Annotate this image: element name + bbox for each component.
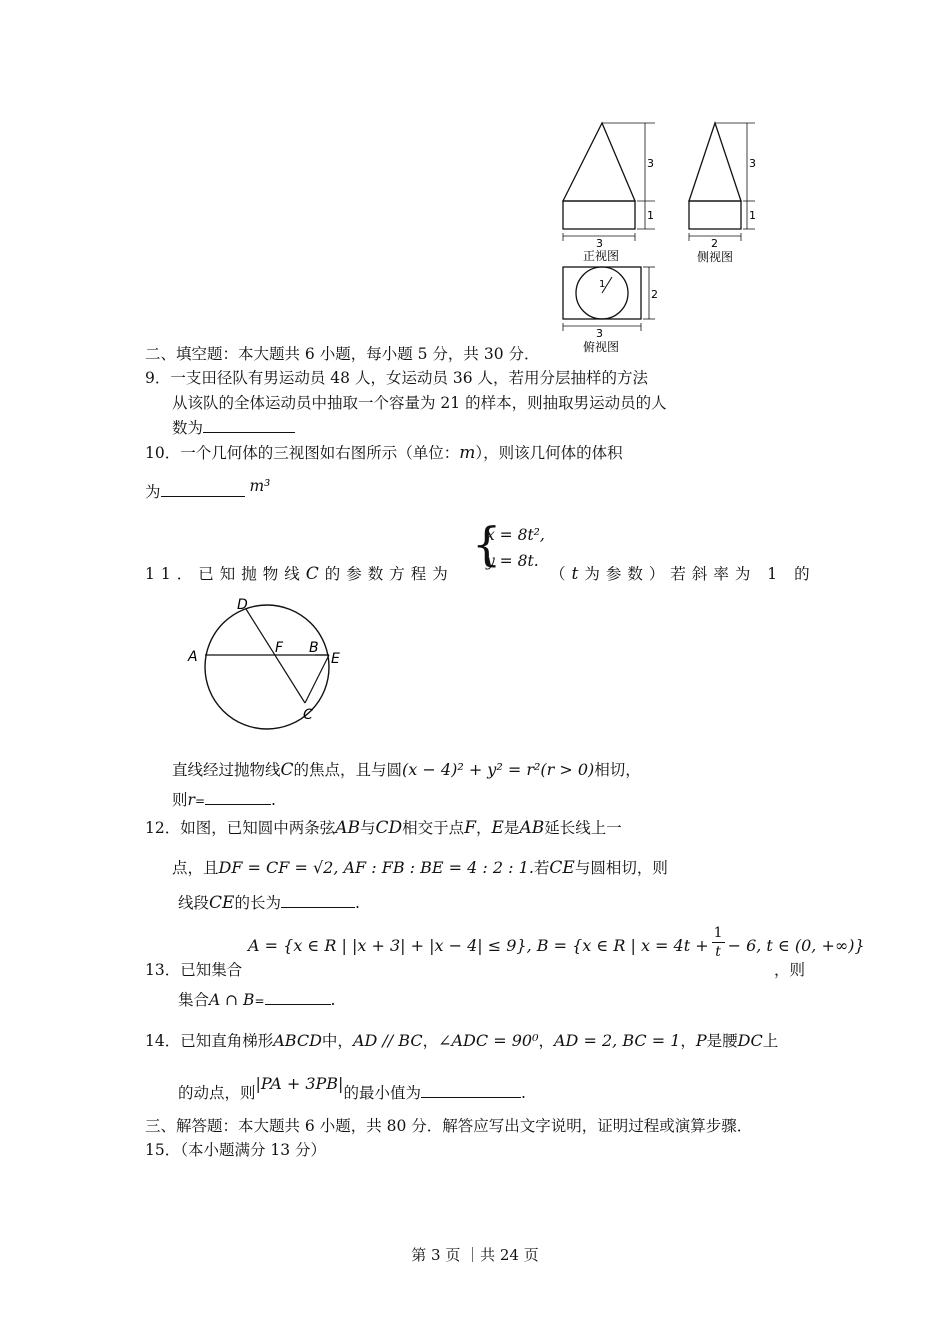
- q13-text-l2c: .: [330, 991, 336, 1009]
- q14-parallel: AD // BC: [352, 1031, 423, 1050]
- q13-frac-den: t: [715, 944, 721, 960]
- q10-line1: [145, 443, 623, 463]
- top-dim-2: 2: [651, 288, 658, 301]
- q10-unit-cubed: m³: [249, 477, 271, 495]
- q12-text-e: 是: [503, 819, 520, 837]
- q14-line1: [145, 1031, 778, 1051]
- q10-text-a: 10．一个几何体的三视图如右图所示（单位：: [145, 444, 460, 462]
- q14-text-e: ，: [680, 1032, 696, 1050]
- q12-CE-2: CE: [209, 893, 235, 913]
- q11-text-l2c: 相切，: [594, 761, 641, 779]
- front-dim-3: 3: [647, 157, 654, 170]
- q13-setB-a: , B = {x ∈ R | x = 4t +: [526, 936, 709, 955]
- q14-text-a: 14．已知直角梯形: [145, 1032, 274, 1050]
- q13-AcapB: A ∩ B: [209, 991, 255, 1009]
- q12-text-l2c: 与圆相切，则: [574, 859, 668, 877]
- page-footer: 第 3 页 ｜共 24 页: [411, 1246, 539, 1264]
- q11-C: C: [305, 564, 325, 584]
- q12-circle-figure: [185, 595, 355, 735]
- q9-line2: 从该队的全体运动员中抽取一个容量为 21 的样本，则抽取男运动员的人: [172, 394, 667, 412]
- q12-line2: [172, 858, 668, 878]
- q11-text-b: 的参数方程为: [324, 565, 454, 583]
- q12-label-E: E: [331, 651, 340, 667]
- q12-text-b: 与: [360, 819, 376, 837]
- top-view-label: 俯视图: [583, 340, 620, 354]
- q12-text-f: 延长线上一: [544, 819, 622, 837]
- q14-ABCD: ABCD: [273, 1031, 322, 1050]
- q11-system: [472, 517, 562, 576]
- q14-line2: [178, 1074, 526, 1103]
- q11-t: t: [571, 564, 585, 584]
- top-radius-1: 1: [599, 279, 606, 290]
- q12-text-l3c: .: [354, 894, 360, 912]
- q11-answer-blank: [205, 790, 271, 805]
- q13-setB-b: − 6, t ∈ (0, +∞)}: [727, 936, 865, 955]
- q12-label-B: B: [309, 640, 319, 656]
- q13-text-b: ，则: [774, 961, 806, 979]
- q12-chord-CD: [246, 609, 305, 703]
- q10-answer-blank: [161, 482, 245, 497]
- section3-title: 三、解答题：本大题共 6 小题，共 80 分．解答应写出文字说明，证明过程或演算步骤．: [145, 1117, 753, 1135]
- q13-line1-end: [774, 960, 805, 980]
- q12-text-c: 相交于点: [402, 819, 465, 837]
- q13-text-l2b: =: [254, 994, 265, 1008]
- q12-label-F: F: [275, 640, 284, 656]
- q11-C-2: C: [280, 760, 294, 780]
- q14-lengths: AD = 2, BC = 1: [554, 1031, 681, 1050]
- q11-line1-right: [550, 564, 816, 584]
- three-view-figure: [555, 115, 770, 360]
- q13-setA: A = {x ∈ R | |x + 3| + |x − 4| ≤ 9}: [248, 936, 527, 955]
- q11-line1: [145, 564, 454, 584]
- q12-AB-2: AB: [519, 818, 545, 838]
- q11-line3: [172, 790, 276, 811]
- q12-CE: CE: [549, 858, 575, 878]
- q12-F: F: [464, 818, 476, 838]
- q13-sets: [248, 924, 865, 970]
- q11-r: r: [187, 791, 195, 809]
- q13-text-l2a: 集合: [178, 991, 210, 1009]
- q14-text-g: 上: [762, 1032, 779, 1050]
- section2-title: 二、填空题：本大题共 6 小题，每小题 5 分，共 30 分．: [145, 345, 540, 363]
- q10-line2-text: 为: [145, 483, 161, 501]
- q15-title: 15．（本小题满分 13 分）: [145, 1141, 327, 1159]
- q10-line2: [145, 477, 271, 502]
- q11-text-l3b: =: [194, 794, 205, 808]
- q12-label-C: C: [303, 707, 313, 723]
- q14-text-l2c: .: [520, 1084, 526, 1102]
- q13-answer-blank: [265, 990, 331, 1005]
- q14-P: P: [695, 1031, 707, 1050]
- q13-fraction: [712, 924, 725, 961]
- q14-abs-expression: |PA + 3PB|: [255, 1074, 344, 1093]
- q11-text-a: 11．已知抛物线: [145, 565, 306, 583]
- q14-text-l2a: 的动点，则: [178, 1084, 256, 1102]
- front-dim-1: 1: [647, 209, 654, 222]
- q11-text-d: 为参数）若斜率为 1 的: [584, 565, 816, 583]
- q12-text-d: ，: [475, 819, 492, 837]
- q12-text-l3b: 的长为: [234, 894, 281, 912]
- top-dim-width: 3: [596, 327, 603, 340]
- front-view: [563, 123, 655, 241]
- q14-text-d: ，: [538, 1032, 554, 1050]
- q11-circle-equation: (x − 4)² + y² = r²(r > 0): [402, 760, 595, 779]
- q12-line1: [145, 818, 622, 838]
- q14-text-c: ，: [422, 1032, 439, 1050]
- q11-system-brace: {: [472, 517, 502, 571]
- q12-tangent-CE: [305, 655, 329, 703]
- q12-answer-blank: [281, 893, 355, 908]
- q11-sys-x: x = 8t²,: [486, 526, 545, 544]
- q12-label-D: D: [237, 597, 248, 613]
- q9-line3: [172, 418, 295, 438]
- q14-DC: DC: [737, 1031, 763, 1050]
- front-dim-width: 3: [596, 237, 603, 250]
- side-dim-width: 2: [711, 237, 718, 250]
- front-view-label: 正视图: [583, 249, 620, 263]
- q11-text-l3c: .: [271, 791, 276, 809]
- side-dim-3: 3: [749, 157, 756, 170]
- q14-text-l2b: 的最小值为: [343, 1084, 421, 1102]
- q11-text-l2a: 直线经过抛物线: [172, 761, 281, 779]
- side-dim-1: 1: [749, 209, 756, 222]
- q11-sys-y: y = 8t.: [486, 552, 539, 570]
- q11-line2: [172, 760, 641, 780]
- q12-condition: DF = CF = √2, AF : FB : BE = 4 : 2 : 1.: [218, 858, 534, 877]
- q14-text-f: 是腰: [706, 1032, 738, 1050]
- q13-line2: [178, 990, 335, 1011]
- q12-line3: [178, 893, 360, 913]
- top-view: [563, 267, 655, 331]
- q12-AB: AB: [335, 818, 361, 838]
- side-view-label: 侧视图: [697, 250, 734, 264]
- q11-text-l3a: 则: [172, 791, 188, 809]
- q12-text-l3a: 线段: [178, 894, 210, 912]
- q14-text-b: 中，: [321, 1032, 353, 1050]
- q11-text-l2b: 的焦点，且与圆: [293, 761, 403, 779]
- q10-unit: m: [459, 443, 476, 463]
- q12-text-a: 12．如图，已知圆中两条弦: [145, 819, 336, 837]
- q12-label-A: A: [188, 649, 198, 665]
- side-view: [689, 123, 755, 241]
- q12-text-l2a: 点，且: [172, 859, 219, 877]
- q11-text-c: （: [550, 565, 572, 583]
- q12-text-l2b: 若: [533, 859, 550, 877]
- q10-text-b: ），则该几何体的体积: [475, 444, 623, 462]
- q14-angle: ∠ADC = 90⁰: [438, 1031, 539, 1050]
- q14-answer-blank: [421, 1083, 521, 1098]
- q12-CD: CD: [375, 818, 403, 838]
- q12-E: E: [491, 818, 504, 838]
- q9-answer-blank: [203, 418, 295, 433]
- q13-line1: [145, 960, 242, 980]
- q13-text-a: 13．已知集合: [145, 961, 243, 979]
- q13-frac-num: 1: [713, 925, 723, 941]
- q9-line3-text: 数为: [172, 419, 204, 437]
- q9-line1: 9．一支田径队有男运动员 48 人，女运动员 36 人，若用分层抽样的方法: [145, 369, 649, 387]
